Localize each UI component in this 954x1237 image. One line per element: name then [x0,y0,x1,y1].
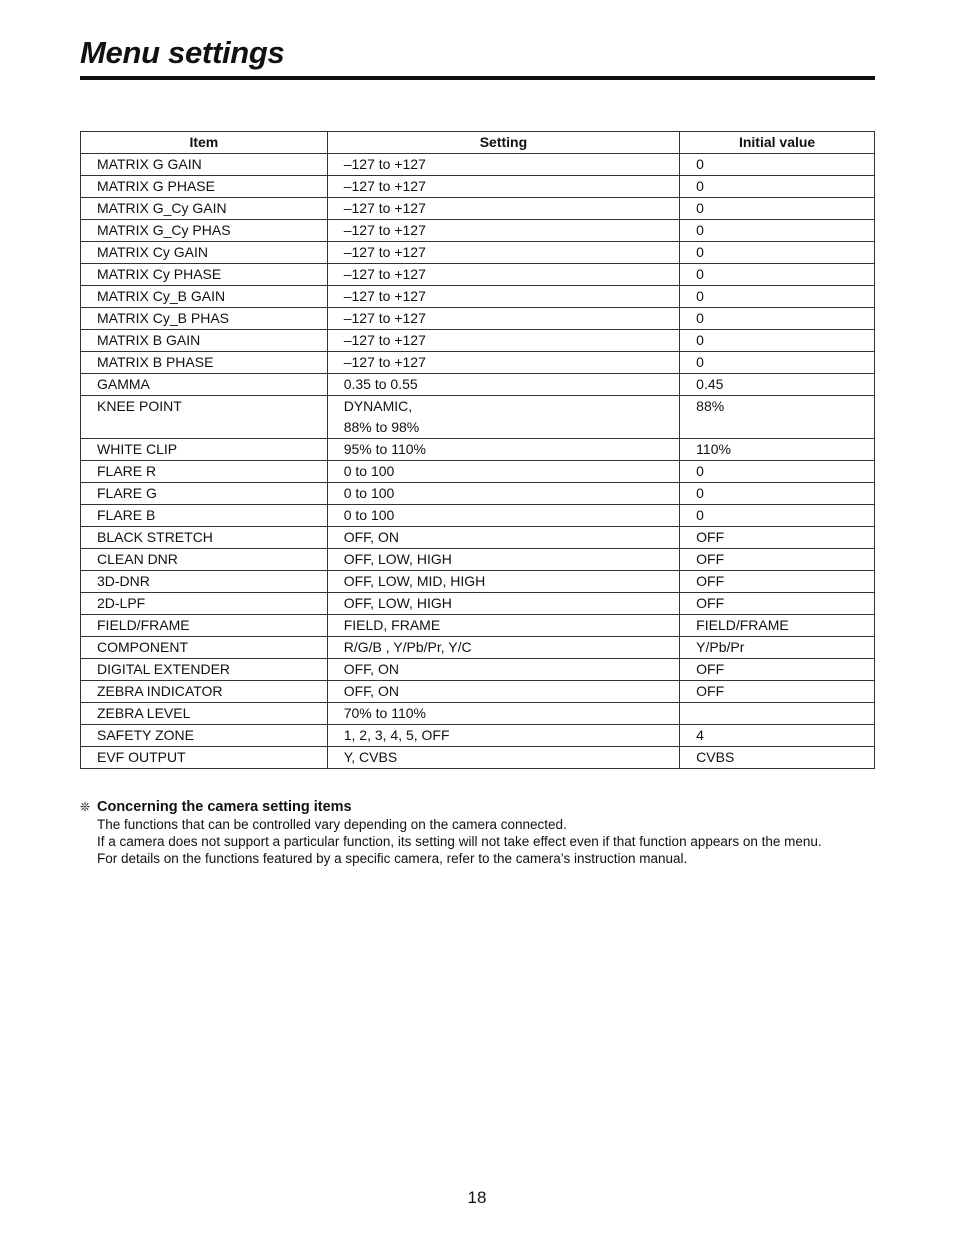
table-row [81,461,875,483]
column-header-setting: Setting [327,132,679,154]
setting-line: 0 to 100 [343,463,395,479]
initial-value-cell: 0 [680,286,875,308]
setting-line: OFF, LOW, MID, HIGH [343,573,486,589]
item-cell: MATRIX Cy_B GAIN [81,286,328,308]
setting-cell [327,308,679,330]
table-row [81,396,875,439]
setting-line: OFF, LOW, HIGH [343,551,452,567]
note-heading-text: Concerning the camera setting items [97,799,352,815]
table-row [81,352,875,374]
item-cell: MATRIX B PHASE [81,352,328,374]
note-line: The functions that can be controlled vary depending on the camera connected. [97,817,567,832]
item-cell: MATRIX G_Cy PHAS [81,220,328,242]
initial-value-cell: 0 [680,461,875,483]
setting-line: 0 to 100 [343,507,395,523]
initial-value-cell: 0 [680,220,875,242]
setting-cell [327,483,679,505]
initial-value-cell: 0 [680,264,875,286]
initial-value-cell [680,703,875,725]
item-cell: ZEBRA LEVEL [81,703,328,725]
table-row [81,505,875,527]
table-row [81,439,875,461]
camera-settings-note [80,799,880,867]
item-cell: MATRIX G PHASE [81,176,328,198]
setting-line: –127 to +127 [343,156,426,172]
table-row [81,637,875,659]
item-cell: FLARE R [81,461,328,483]
table-header [81,132,875,154]
item-cell: CLEAN DNR [81,549,328,571]
table-row [81,176,875,198]
table-body [81,154,875,769]
setting-line: OFF, ON [343,661,399,677]
initial-value-cell: 0 [680,330,875,352]
setting-cell [327,637,679,659]
setting-cell [327,703,679,725]
initial-value-cell: OFF [680,527,875,549]
item-cell: SAFETY ZONE [81,725,328,747]
setting-line: OFF, ON [343,683,399,699]
item-cell: MATRIX G GAIN [81,154,328,176]
item-cell: KNEE POINT [81,396,328,439]
setting-line: R/G/B , Y/Pb/Pr, Y/C [343,639,472,655]
setting-cell [327,330,679,352]
page-title: Menu settings [80,35,285,70]
setting-cell [327,352,679,374]
initial-value-cell: 0 [680,308,875,330]
table-row [81,571,875,593]
table-row [81,747,875,769]
item-cell: FLARE G [81,483,328,505]
setting-cell [327,659,679,681]
setting-line: 0.35 to 0.55 [343,376,418,392]
table-row [81,264,875,286]
page-number: 18 [467,1188,487,1207]
initial-value-cell: CVBS [680,747,875,769]
item-cell: MATRIX Cy GAIN [81,242,328,264]
setting-line: 88% to 98% [343,419,420,435]
item-cell: GAMMA [81,374,328,396]
setting-line: –127 to +127 [343,222,426,238]
setting-cell [327,396,679,439]
title-divider [80,76,875,80]
initial-value-cell: 4 [680,725,875,747]
table-row [81,308,875,330]
note-heading [80,799,880,816]
item-cell: DIGITAL EXTENDER [81,659,328,681]
initial-value-cell: 0 [680,198,875,220]
table-row [81,330,875,352]
setting-cell [327,264,679,286]
initial-value-cell: 0 [680,505,875,527]
setting-cell [327,374,679,396]
item-cell: FLARE B [81,505,328,527]
setting-cell [327,461,679,483]
table-row [81,725,875,747]
initial-value-cell: 0 [680,242,875,264]
setting-cell [327,593,679,615]
table-row [81,198,875,220]
setting-cell [327,681,679,703]
initial-value-cell: OFF [680,659,875,681]
note-line: If a camera does not support a particular function, its setting will not take effect even if that function appears on the menu. [97,834,822,849]
setting-cell [327,286,679,308]
item-cell: COMPONENT [81,637,328,659]
item-cell: MATRIX G_Cy GAIN [81,198,328,220]
setting-line: –127 to +127 [343,354,426,370]
setting-line: –127 to +127 [343,332,426,348]
item-cell: ZEBRA INDICATOR [81,681,328,703]
table-row [81,703,875,725]
setting-cell [327,439,679,461]
initial-value-cell: 88% [680,396,875,439]
initial-value-cell: OFF [680,571,875,593]
table-row [81,374,875,396]
setting-line: Y, CVBS [343,749,398,765]
column-header-initial-value: Initial value [680,132,875,154]
table-row [81,659,875,681]
setting-line: 70% to 110% [343,705,426,721]
item-cell: MATRIX Cy_B PHAS [81,308,328,330]
setting-line: 95% to 110% [343,441,426,457]
table-row [81,154,875,176]
setting-line: –127 to +127 [343,244,426,260]
initial-value-cell: FIELD/FRAME [680,615,875,637]
table-row [81,286,875,308]
initial-value-cell: OFF [680,549,875,571]
initial-value-cell: 0 [680,154,875,176]
setting-cell [327,571,679,593]
table-row [81,593,875,615]
setting-cell [327,615,679,637]
table-row [81,220,875,242]
item-cell: MATRIX Cy PHASE [81,264,328,286]
setting-line: FIELD, FRAME [343,617,441,633]
table-row [81,549,875,571]
setting-line: OFF, ON [343,529,399,545]
setting-line: 1, 2, 3, 4, 5, OFF [343,727,450,743]
initial-value-cell: 0 [680,176,875,198]
column-header-item: Item [81,132,328,154]
setting-line: –127 to +127 [343,288,426,304]
setting-cell [327,220,679,242]
table-row [81,483,875,505]
note-line: For details on the functions featured by a specific camera, refer to the camera’s instruction manual. [97,851,688,866]
setting-line: DYNAMIC, [343,398,413,414]
setting-line: –127 to +127 [343,310,426,326]
setting-cell [327,198,679,220]
item-cell: EVF OUTPUT [81,747,328,769]
note-body [80,816,880,867]
setting-cell [327,527,679,549]
initial-value-cell: Y/Pb/Pr [680,637,875,659]
initial-value-cell: OFF [680,681,875,703]
setting-cell [327,747,679,769]
setting-cell [327,725,679,747]
item-cell: MATRIX B GAIN [81,330,328,352]
setting-line: 0 to 100 [343,485,395,501]
table-row [81,242,875,264]
setting-cell [327,505,679,527]
item-cell: BLACK STRETCH [81,527,328,549]
setting-line: OFF, LOW, HIGH [343,595,452,611]
table-row [81,615,875,637]
item-cell: 2D-LPF [81,593,328,615]
initial-value-cell: 0 [680,483,875,505]
table-row [81,527,875,549]
table-header-row [81,132,875,154]
setting-cell [327,176,679,198]
initial-value-cell: 110% [680,439,875,461]
setting-line: –127 to +127 [343,266,426,282]
table-row [81,681,875,703]
initial-value-cell: 0.45 [680,374,875,396]
setting-cell [327,154,679,176]
setting-cell [327,549,679,571]
setting-line: –127 to +127 [343,200,426,216]
initial-value-cell: 0 [680,352,875,374]
initial-value-cell: OFF [680,593,875,615]
snowflake-bullet-icon: ❊ [80,800,91,814]
menu-settings-table [80,131,875,769]
item-cell: WHITE CLIP [81,439,328,461]
setting-line: –127 to +127 [343,178,426,194]
item-cell: FIELD/FRAME [81,615,328,637]
item-cell: 3D-DNR [81,571,328,593]
setting-cell [327,242,679,264]
